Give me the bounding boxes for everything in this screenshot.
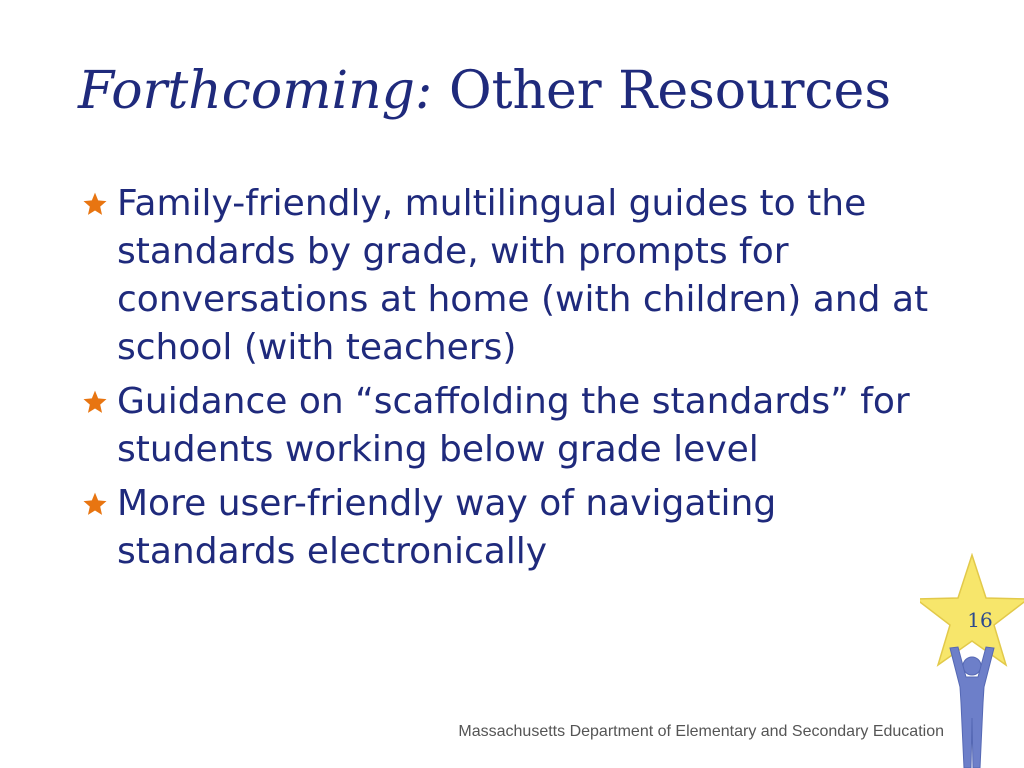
bullet-list (80, 180, 960, 582)
page-number: 16 (967, 608, 993, 632)
title-emphasis: Forthcoming: (78, 61, 433, 121)
bullet-item (80, 480, 960, 576)
bullet-text: Guidance on “scaffolding the standards” for students working below grade level (117, 381, 910, 470)
star-bullet-icon (82, 191, 108, 217)
star-bullet-icon (82, 491, 108, 517)
bullet-item (80, 180, 960, 372)
footer-text: Massachusetts Department of Elementary and Secondary Education (458, 723, 944, 740)
slide-title (78, 62, 891, 122)
person-figure-icon (950, 647, 994, 768)
title-rest: Other Resources (448, 61, 892, 121)
bullet-text: Family-friendly, multilingual guides to the standards by grade, with prompts for conversations at home (with children) and at school (with teachers) (117, 183, 929, 368)
bullet-text: More user-friendly way of navigating standards electronically (117, 483, 777, 572)
star-bullet-icon (82, 389, 108, 415)
bullet-item (80, 378, 960, 474)
